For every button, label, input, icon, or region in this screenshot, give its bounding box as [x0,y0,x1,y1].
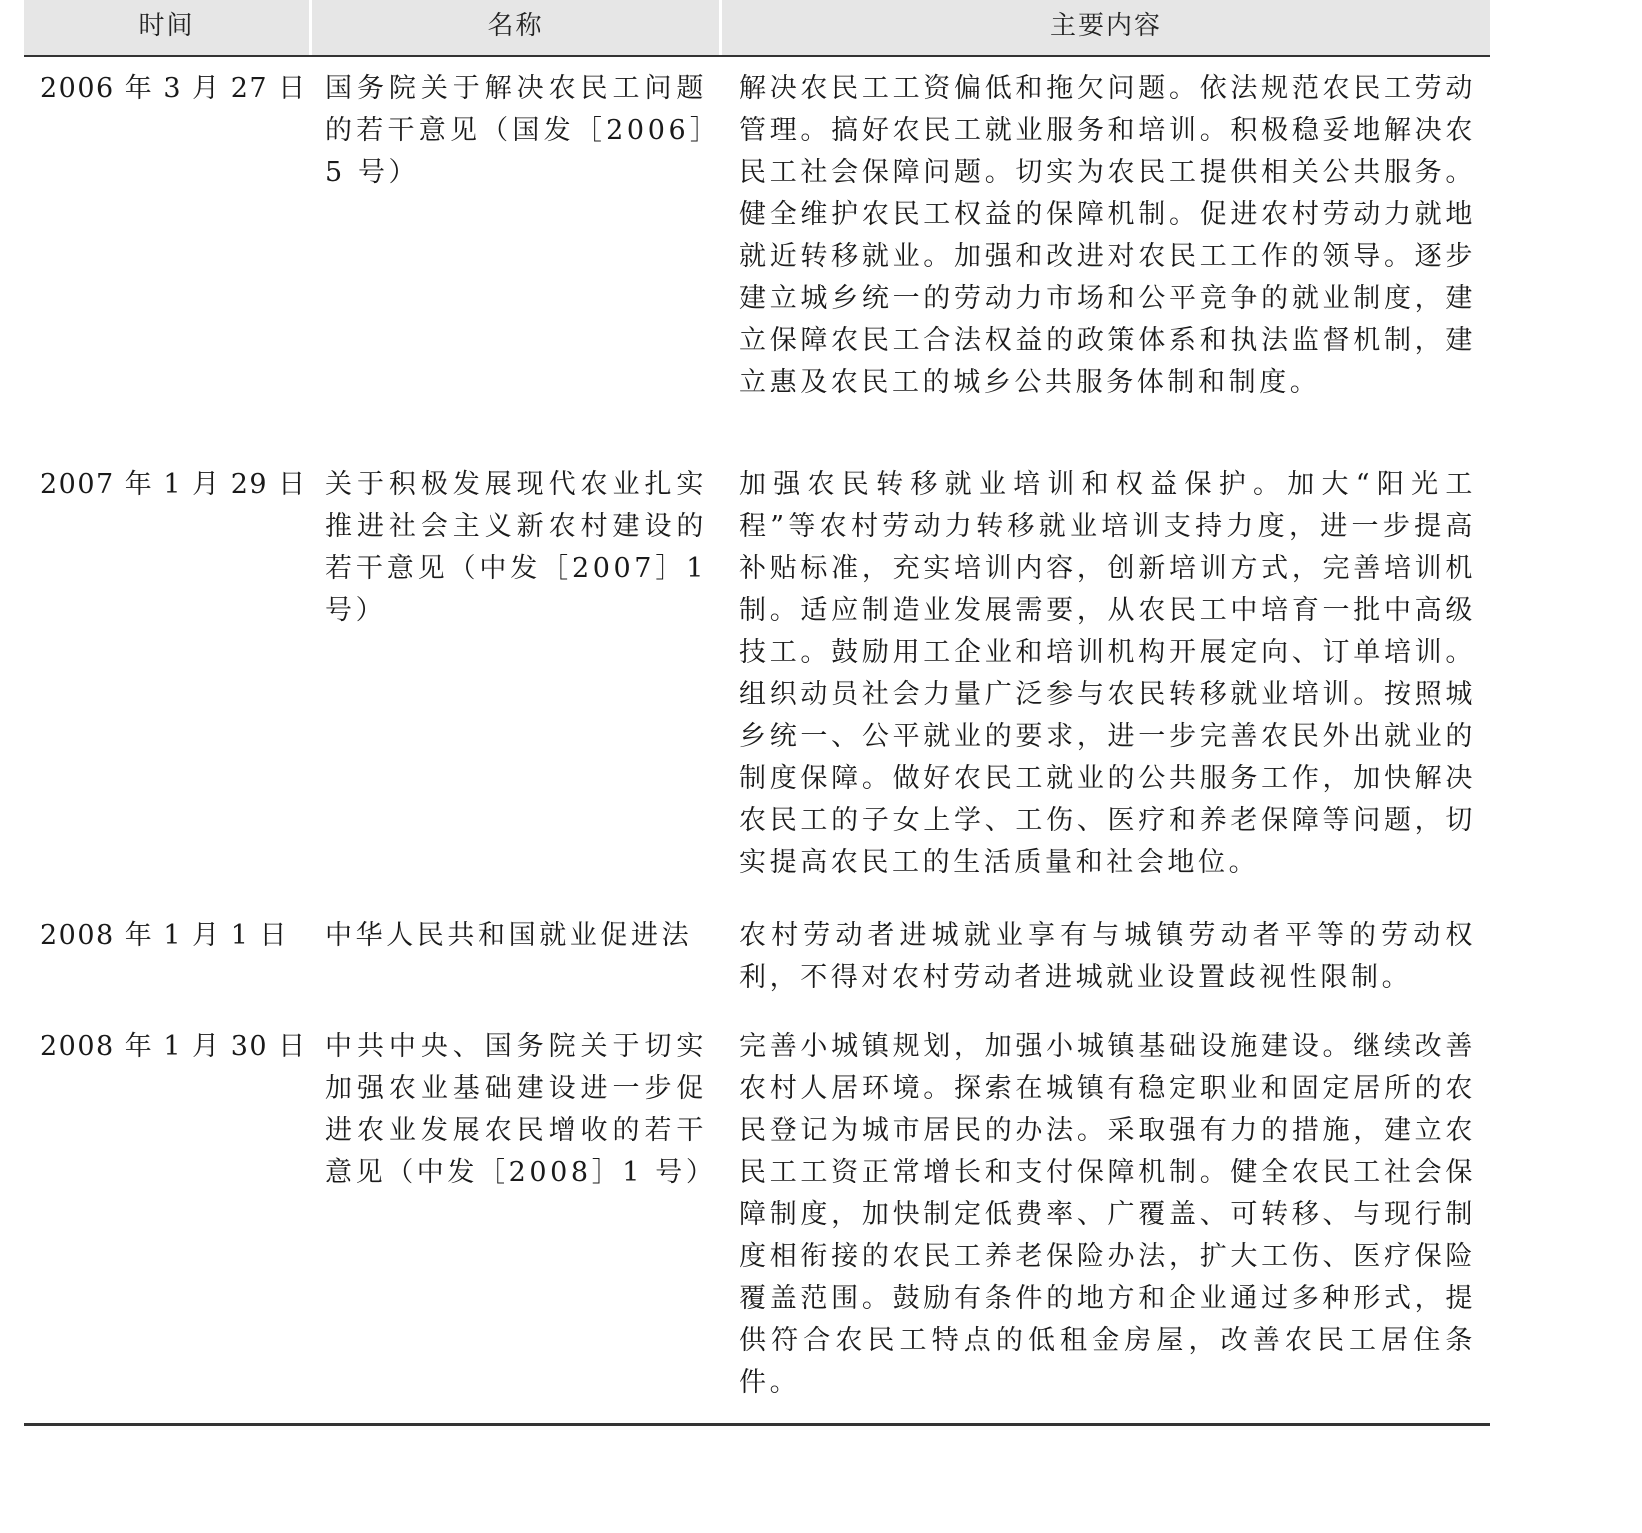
row-content: 加强农民转移就业培训和权益保护。加大“阳光工程”等农村劳动力转移就业培训支持力度，进一步提高补贴标准，充实培训内容，创新培训方式，完善培训机制。适应制造业发展需要，从农民工中培育一批中高级技工。鼓励用工企业和培训机构开展定向、订单培训。组织动员社会力量广泛参与农民转移就业培训。按照城乡统一、公平就业的要求，进一步完善农民外出就业的制度保障。做好农民工就业的公共服务工作，加快解决农民工的子女上学、工伤、医疗和养老保障等问题，切实提高农民工的生活质量和社会地位。 [739,469,1476,878]
header-time: 时间 [138,11,195,41]
table-row [24,915,1490,1026]
table-row [24,68,1490,464]
row-content: 农村劳动者进城就业享有与城镇劳动者平等的劳动权利，不得对农村劳动者进城就业设置歧视性限制。 [739,920,1476,993]
policy-table [24,0,1490,1406]
header-content: 主要内容 [719,0,1490,55]
table-bottom-rule [24,1423,1490,1426]
row-time: 2008 年 1 月 1 日 [40,920,288,951]
table-row [24,464,1490,915]
table-row [24,1026,1490,1406]
row-name: 关于积极发展现代农业扎实推进社会主义新农村建设的若干意见（中发［2007］1 号） [325,469,707,626]
row-time: 2008 年 1 月 30 日 [40,1031,307,1062]
row-content: 解决农民工工资偏低和拖欠问题。依法规范农民工劳动管理。搞好农民工就业服务和培训。积极稳妥地解决农民工社会保障问题。切实为农民工提供相关公共服务。健全维护农民工权益的保障机制。促进农村劳动力就地就近转移就业。加强和改进对农民工工作的领导。逐步建立城乡统一的劳动力市场和公平竞争的就业制度，建立保障农民工合法权益的政策体系和执法监督机制，建立惠及农民工的城乡公共服务体制和制度。 [739,73,1476,398]
row-name: 国务院关于解决农民工问题的若干意见（国发［2006］5 号） [325,73,707,188]
row-name: 中共中央、国务院关于切实加强农业基础建设进一步促进农业发展农民增收的若干意见（中发［2008］1 号） [325,1031,717,1188]
header-name: 名称 [309,0,719,55]
row-name: 中华人民共和国就业促进法 [325,920,693,951]
row-time: 2007 年 1 月 29 日 [40,469,307,500]
row-content: 完善小城镇规划，加强小城镇基础设施建设。继续改善农村人居环境。探索在城镇有稳定职业和固定居所的农民登记为城市居民的办法。采取强有力的措施，建立农民工工资正常增长和支付保障机制。健全农民工社会保障制度，加快制定低费率、广覆盖、可转移、与现行制度相衔接的农民工养老保险办法，扩大工伤、医疗保险覆盖范围。鼓励有条件的地方和企业通过多种形式，提供符合农民工特点的低租金房屋，改善农民工居住条件。 [739,1031,1476,1398]
row-time: 2006 年 3 月 27 日 [40,73,307,104]
table-header-row [24,0,1490,57]
